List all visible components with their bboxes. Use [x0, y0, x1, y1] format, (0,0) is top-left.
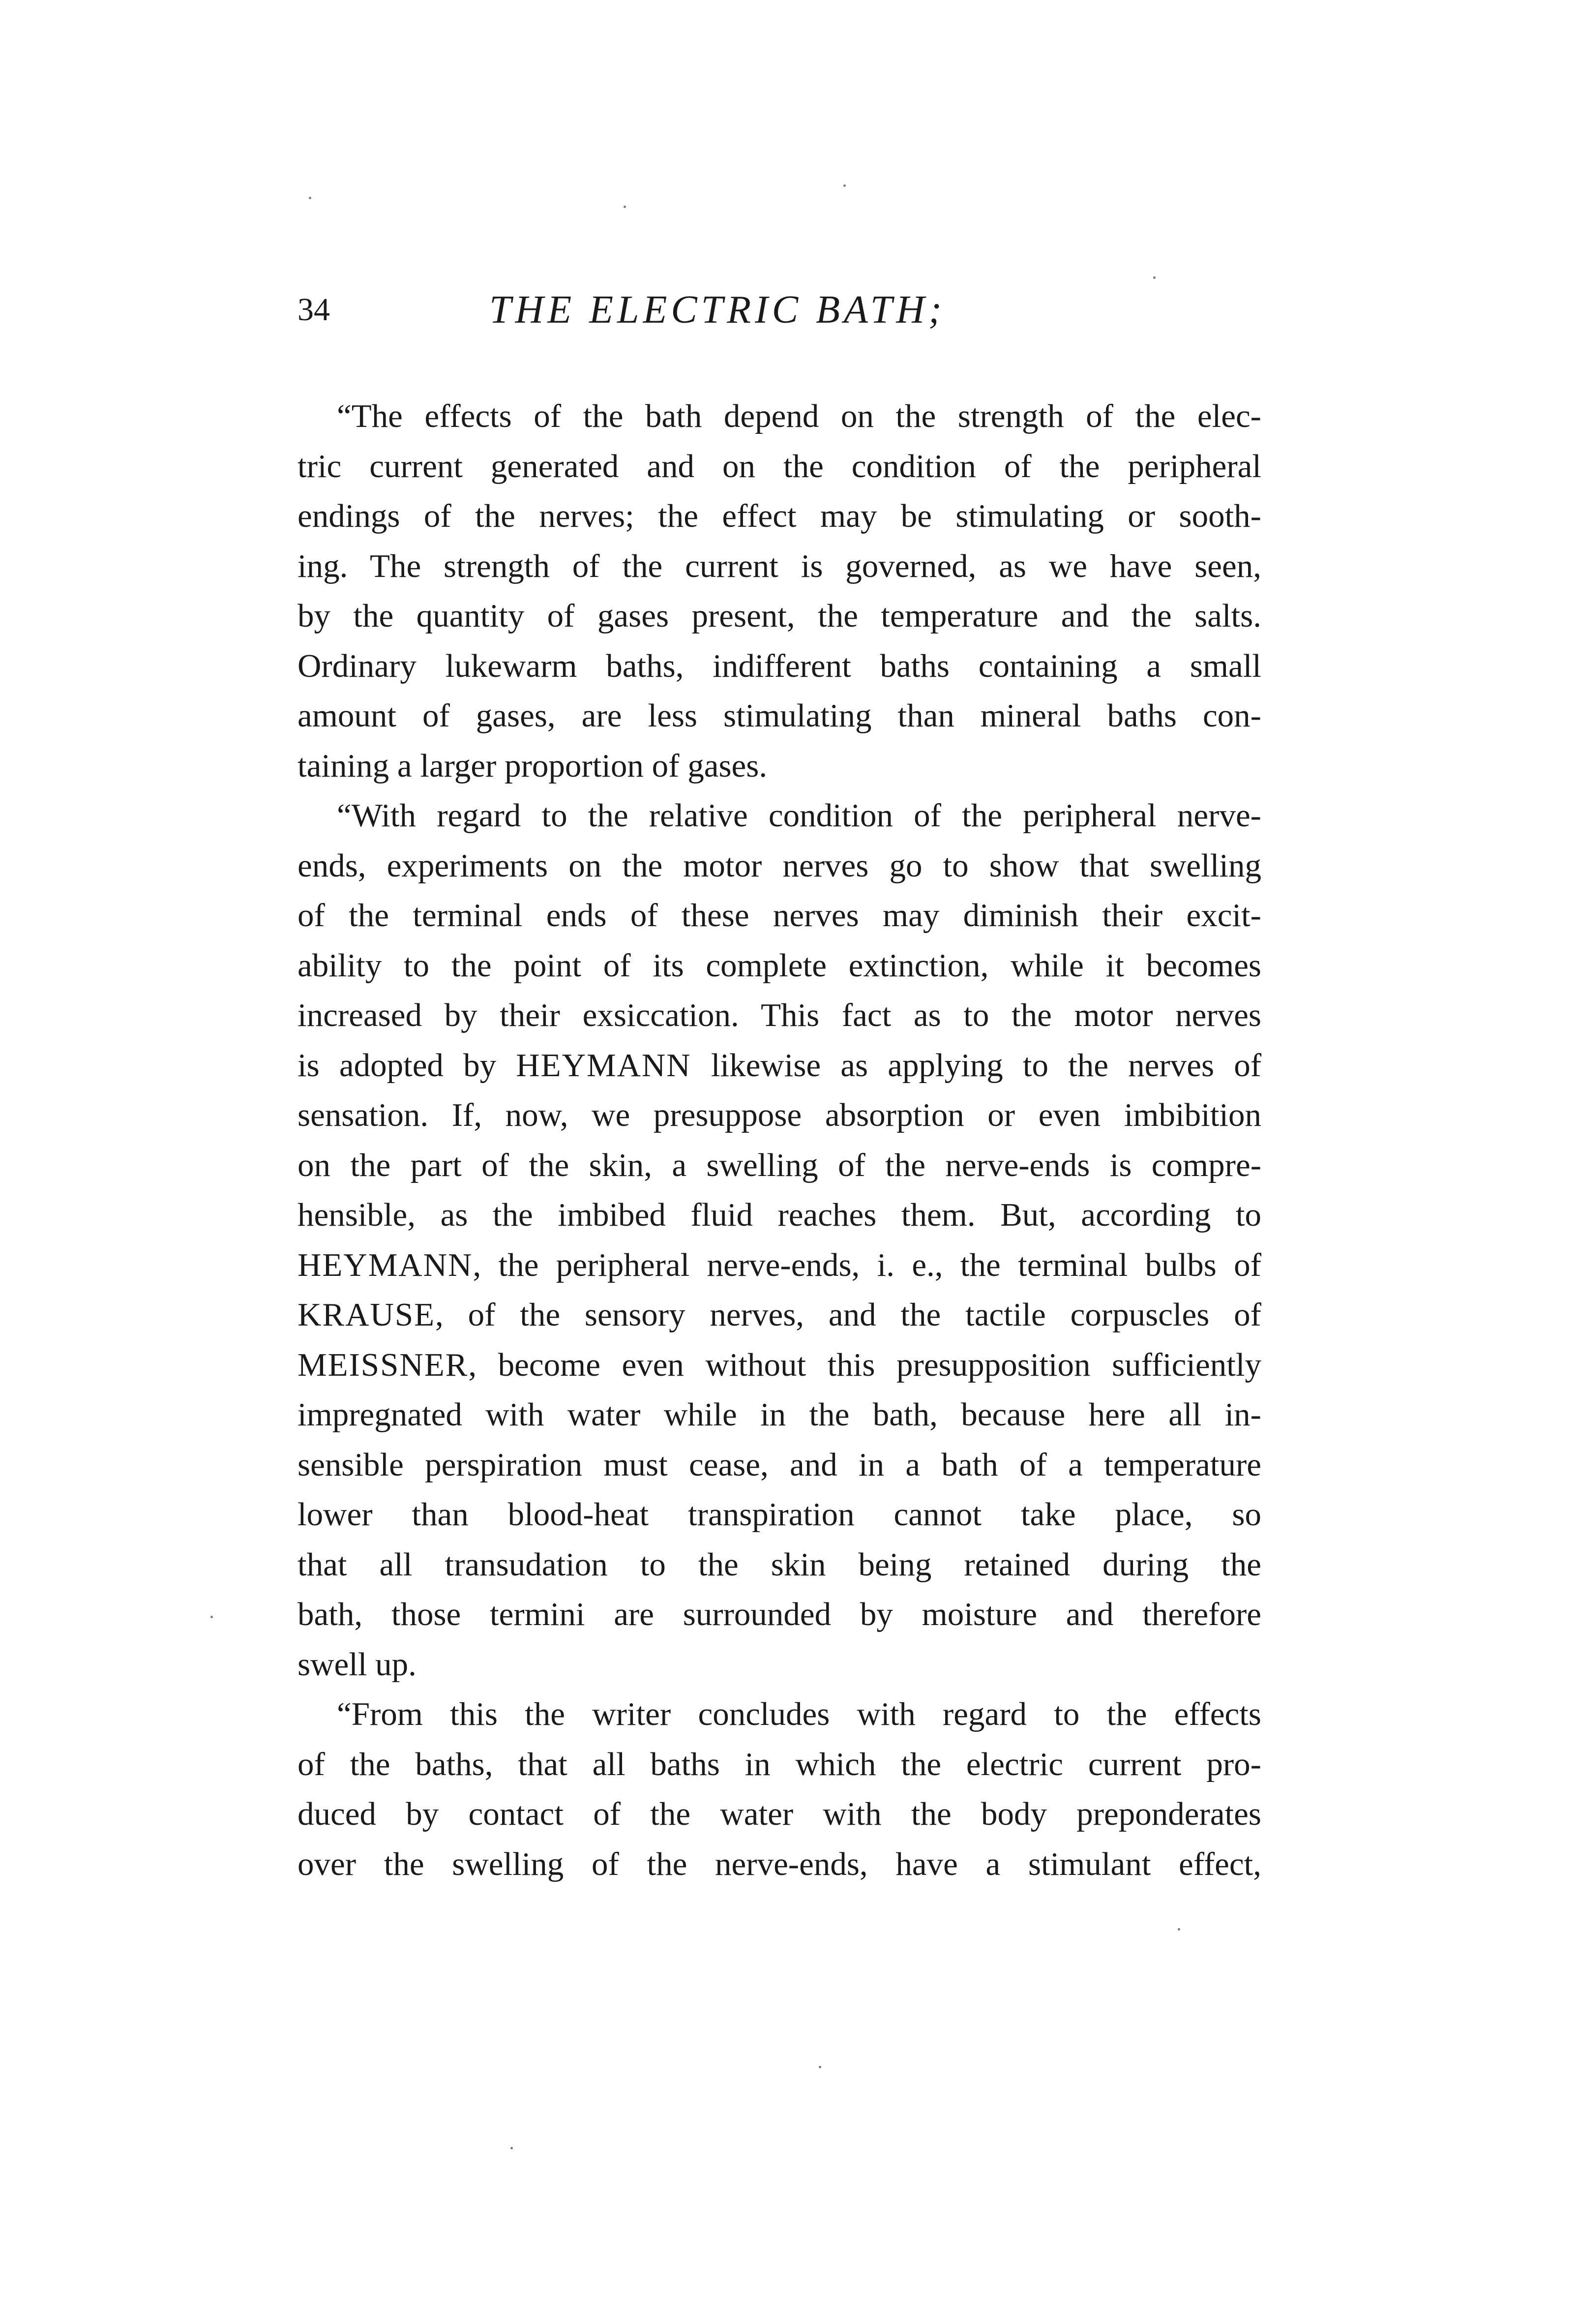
- author-name: HEYMANN: [516, 1047, 691, 1084]
- line-text: is adopted by: [298, 1047, 516, 1084]
- text-line: hensible, as the imbibed fluid reaches them. But, according to: [298, 1197, 1261, 1233]
- line-text: likewise as applying to the nerves of: [691, 1047, 1262, 1084]
- text-line: taining a larger proportion of gases.: [298, 747, 768, 784]
- text-line: over the swelling of the nerve-ends, have a stimulant effect,: [298, 1845, 1261, 1882]
- text-line: ability to the point of its complete extinction, while it becomes: [298, 947, 1261, 984]
- text-line: [298, 1240, 1261, 1291]
- text-line: amount of gases, are less stimulating than mineral baths con-: [298, 697, 1261, 734]
- text-line: impregnated with water while in the bath, because here all in-: [298, 1396, 1261, 1433]
- paper-speck: [843, 184, 846, 187]
- paper-speck: [819, 2066, 821, 2068]
- author-name: MEISSNER: [298, 1346, 469, 1383]
- line-text: , of the sensory nerves, and the tactile corpuscles of: [435, 1297, 1261, 1333]
- author-name: HEYMANN: [298, 1246, 473, 1283]
- paper-speck: [309, 197, 311, 199]
- text-line: duced by contact of the water with the body preponderates: [298, 1796, 1261, 1832]
- text-line: swell up.: [298, 1646, 417, 1683]
- text-line: of the terminal ends of these nerves may diminish their excit-: [298, 897, 1261, 934]
- text-line: on the part of the skin, a swelling of the nerve-ends is compre-: [298, 1147, 1261, 1183]
- body-text: [298, 392, 1261, 1889]
- paper-speck: [1178, 1928, 1180, 1931]
- text-line: “With regard to the relative condition of the peripheral nerve-: [337, 797, 1261, 834]
- paper-speck: [624, 206, 626, 208]
- page-number: 34: [298, 292, 330, 328]
- text-line: bath, those termini are surrounded by moisture and therefore: [298, 1596, 1261, 1632]
- text-line: [298, 1340, 1261, 1390]
- paper-speck: [210, 1616, 213, 1618]
- text-line: by the quantity of gases present, the temperature and the salts.: [298, 598, 1261, 634]
- running-title: THE ELECTRIC BATH;: [489, 288, 946, 332]
- text-line: [298, 1290, 1261, 1340]
- author-name: KRAUSE: [298, 1297, 436, 1333]
- page-header: [298, 285, 1261, 334]
- text-line: increased by their exsiccation. This fact as to the motor nerves: [298, 997, 1261, 1033]
- text-line: tric current generated and on the condition of the peripheral: [298, 448, 1261, 484]
- text-line: of the baths, that all baths in which the electric current pro-: [298, 1746, 1261, 1782]
- text-line: Ordinary lukewarm baths, indifferent baths containing a small: [298, 647, 1261, 684]
- text-line: that all transudation to the skin being retained during the: [298, 1546, 1261, 1583]
- paper-speck: [510, 2147, 513, 2149]
- paper-speck: [1153, 276, 1156, 279]
- text-line: endings of the nerves; the effect may be stimulating or sooth-: [298, 498, 1261, 534]
- text-line: ing. The strength of the current is governed, as we have seen,: [298, 547, 1261, 584]
- text-line: sensible perspiration must cease, and in a bath of a temperature: [298, 1446, 1261, 1483]
- text-line: “From this the writer concludes with regard to the effects: [337, 1696, 1261, 1732]
- text-line: ends, experiments on the motor nerves go to show that swelling: [298, 847, 1261, 884]
- line-text: , the peripheral nerve-ends, i. e., the terminal bulbs of: [473, 1246, 1261, 1283]
- text-line: lower than blood-heat transpiration cannot take place, so: [298, 1496, 1261, 1533]
- text-line: [298, 1041, 1261, 1091]
- line-text: , become even without this presupposition sufficiently: [468, 1346, 1261, 1383]
- text-line: “The effects of the bath depend on the strength of the elec-: [337, 398, 1261, 434]
- text-line: sensation. If, now, we presuppose absorption or even imbibition: [298, 1097, 1261, 1133]
